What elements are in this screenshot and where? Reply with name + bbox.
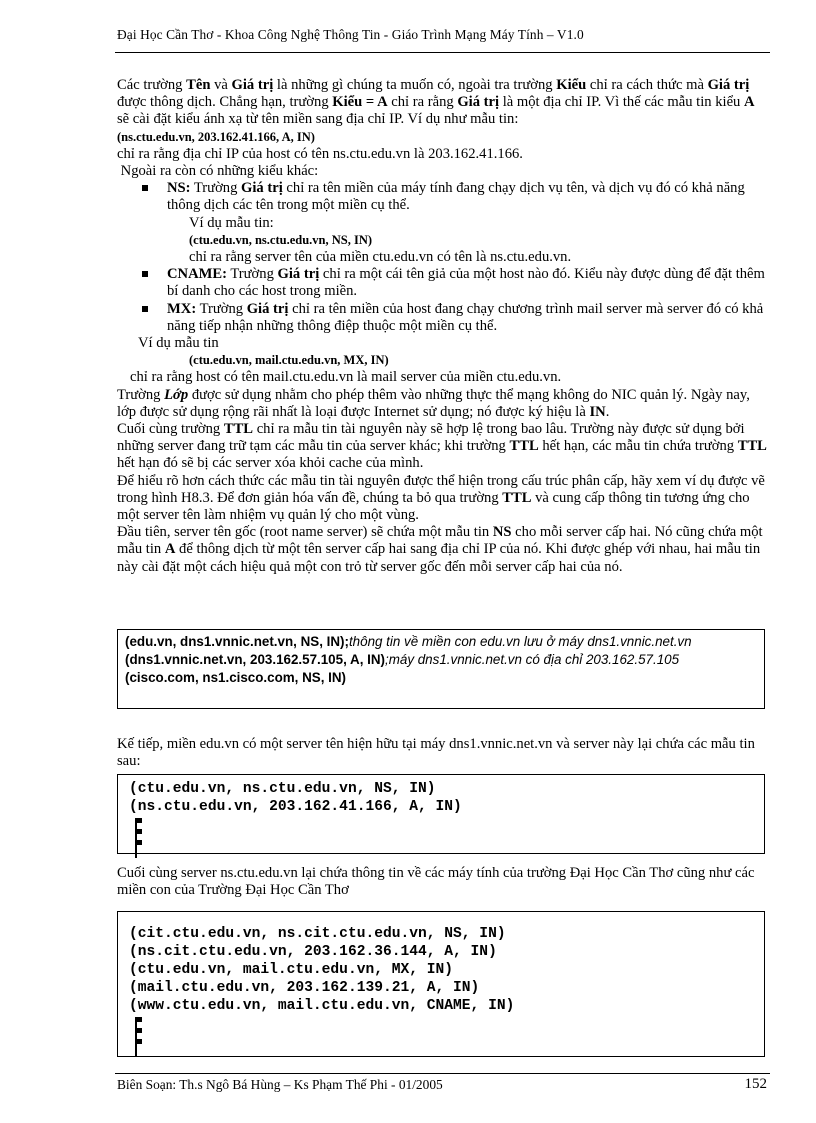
code-line: (ctu.edu.vn, mail.ctu.edu.vn, MX, IN) xyxy=(129,962,454,978)
ttl-paragraph: Cuối cùng trường TTL chỉ ra mẫu tin tài nguyên này sẽ hợp lệ trong bao lâu. Trường này được sử dụng bởi những server đang trữ tạm các mẫu tin của server khác; khi trường TTL hết hạn, các mẫu tin chứa trường TTL hết hạn đó sẽ bị các server xóa khỏi cache của mình. xyxy=(117,421,767,472)
code-line: (ns.cit.ctu.edu.vn, 203.162.36.144, A, IN) xyxy=(129,944,497,960)
ns-example-record: (ctu.edu.vn, ns.ctu.edu.vn, NS, IN) xyxy=(189,232,373,247)
record-type-list xyxy=(117,180,767,214)
bullet-square-icon xyxy=(142,185,148,191)
body-text xyxy=(117,77,767,576)
code-line: (edu.vn, dns1.vnnic.net.vn, NS, IN);thông tin về miền con edu.vn lưu ở máy dns1.vnnic.net.vn xyxy=(125,634,692,649)
record-type-list-2 xyxy=(117,266,767,335)
ellipsis-dot-icon xyxy=(137,840,142,845)
example-a-record: (ns.ctu.edu.vn, 203.162.41.166, A, IN) xyxy=(117,129,315,144)
mx-example-description: chỉ ra rằng host có tên mail.ctu.edu.vn là mail server của miền ctu.edu.vn. xyxy=(130,369,562,386)
ns-example-label: Ví dụ mẫu tin: xyxy=(189,214,274,231)
edu-vn-records-box xyxy=(117,774,765,854)
ns-example-description: chỉ ra rằng server tên của miền ctu.edu.vn có tên là ns.ctu.edu.vn. xyxy=(189,249,572,266)
edu-vn-paragraph: Kế tiếp, miền edu.vn có một server tên hiện hữu tại máy dns1.vnnic.net.vn và server này lại chứa các mẫu tin sau: xyxy=(117,736,755,770)
continuation-dots xyxy=(135,1017,764,1044)
ctu-records-box xyxy=(117,911,765,1057)
code-line: (ns.ctu.edu.vn, 203.162.41.166, A, IN) xyxy=(129,799,462,815)
hierarchy-paragraph: Để hiểu rõ hơn cách thức các mẫu tin tài nguyên được thể hiện trong cấu trúc phân cấp, hãy xem ví dụ được vẽ trong hình H8.3. Để đơn giản hóa vấn đề, chúng ta bỏ qua trường TTL và cung cấp thông tin tương ứng cho một server tên làm nhiệm vụ quản lý cho một vùng. xyxy=(117,472,765,524)
code-line: (www.ctu.edu.vn, mail.ctu.edu.vn, CNAME, IN) xyxy=(129,998,515,1014)
page-footer: Biên Soạn: Th.s Ngô Bá Hùng – Ks Phạm Thế Phi - 01/2005 xyxy=(117,1077,443,1092)
list-item-cname: CNAME: Trường Giá trị chỉ ra một cái tên giả của một host nào đó. Kiểu này được dùng để đặt thêm bí danh cho các host trong miền. xyxy=(117,266,767,300)
mx-example-label: Ví dụ mẫu tin xyxy=(138,335,219,352)
ellipsis-dot-icon xyxy=(137,1028,142,1033)
footer-rule xyxy=(115,1073,770,1074)
page-number: 152 xyxy=(744,1076,767,1092)
ellipsis-dot-icon xyxy=(137,1039,142,1044)
ellipsis-dot-icon xyxy=(137,829,142,834)
ellipsis-dot-icon xyxy=(137,818,142,823)
ellipsis-bar xyxy=(135,818,137,858)
ctu-paragraph: Cuối cùng server ns.ctu.edu.vn lại chứa thông tin về các máy tính của trường Đại Học Cần Thơ cũng như các miền con của Trường Đại Học Cần Thơ xyxy=(117,865,755,899)
bullet-square-icon xyxy=(142,306,148,312)
continuation-dots xyxy=(135,818,764,845)
code-line: (cisco.com, ns1.cisco.com, NS, IN) xyxy=(125,670,347,685)
code-line: (cit.ctu.edu.vn, ns.cit.ctu.edu.vn, NS, IN) xyxy=(129,926,506,942)
example-a-description: chỉ ra rằng địa chỉ IP của host có tên ns.ctu.edu.vn là 203.162.41.166. xyxy=(117,145,523,162)
page-header: Đại Học Cần Thơ - Khoa Công Nghệ Thông Tin - Giáo Trình Mạng Máy Tính – V1.0 xyxy=(117,27,584,42)
ellipsis-dot-icon xyxy=(137,1017,142,1022)
other-types-intro: Ngoài ra còn có những kiểu khác: xyxy=(117,163,319,180)
header-rule xyxy=(115,52,770,53)
root-server-paragraph: Đầu tiên, server tên gốc (root name server) sẽ chứa một mẫu tin NS cho mỗi server cấp hai. Nó cũng chứa một mẫu tin A để thông dịch từ một tên server cấp hai sang địa chỉ IP của nó. Khi được ghép với nhau, hai mẫu tin này cài đặt một cách hiệu quả một con trỏ từ server gốc đến mỗi server cấp hai của nó. xyxy=(117,524,763,575)
list-item-mx: MX: Trường Giá trị chỉ ra tên miền của host đang chạy chương trình mail server mà server đó có khả năng tiếp nhận những thông điệp thuộc một miền cụ thể. xyxy=(117,301,767,335)
mx-example-record: (ctu.edu.vn, mail.ctu.edu.vn, MX, IN) xyxy=(189,353,389,368)
bullet-square-icon xyxy=(142,271,148,277)
intro-paragraph: Các trường Tên và Giá trị là những gì chúng ta muốn có, ngoài tra trường Kiểu chỉ ra cách thức mà Giá trị được thông dịch. Chẳng hạn, trường Kiểu = A chỉ ra rằng Giá trị là một địa chỉ IP. Vì thế các mẫu tin kiểu A sẽ cài đặt kiểu ánh xạ từ tên miền sang địa chỉ IP. Ví dụ như mẫu tin: xyxy=(117,77,755,128)
code-line: (mail.ctu.edu.vn, 203.162.139.21, A, IN) xyxy=(129,980,480,996)
root-records-box xyxy=(117,629,765,709)
ellipsis-bar xyxy=(135,1017,137,1057)
code-line: (ctu.edu.vn, ns.ctu.edu.vn, NS, IN) xyxy=(129,781,436,797)
code-line: (dns1.vnnic.net.vn, 203.162.57.105, A, IN);máy dns1.vnnic.net.vn có địa chỉ 203.162.57.105 xyxy=(125,652,680,667)
class-paragraph: Trường Lớp được sử dụng nhằm cho phép thêm vào những thực thể mạng không do NIC quản lý. Ngày nay, lớp được sử dụng rộng rãi nhất là loại được Internet sử dụng; nó được ký hiệu là IN. xyxy=(117,386,750,420)
list-item-ns: NS: Trường Giá trị chỉ ra tên miền của máy tính đang chạy dịch vụ tên, và dịch vụ đó có khả năng thông dịch các tên trong một miền cụ thể. xyxy=(117,180,767,214)
